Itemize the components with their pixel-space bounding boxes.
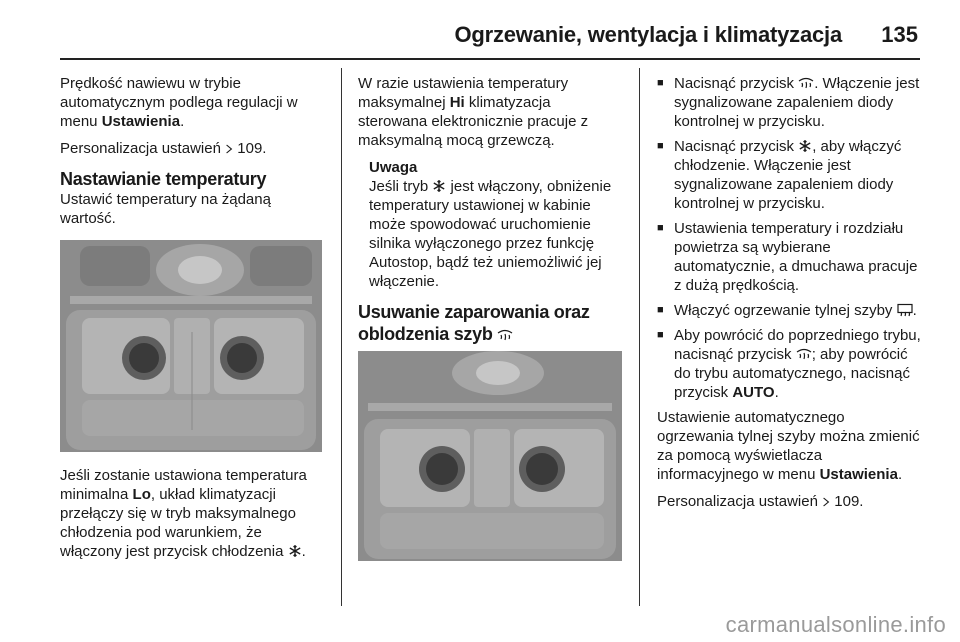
list-item: ■ Nacisnąć przycisk , aby włączyć chłodzenie. Włączenie jest sygnalizowane zapaleniem diody kontrolnej w przycisku. [657,138,902,212]
paragraph-min-temperature: Jeśli zostanie ustawiona temperatura minimalna Lo, układ klimatyzacji przełączy się w tryb maksymalnego chłodzenia pod warunkiem, że włączony jest przycisk chłodzenia . [60,467,307,560]
front-defrost-icon [796,347,812,361]
front-defrost-icon [798,76,814,90]
list-item: ■ Aby powrócić do poprzedniego trybu, nacisnąć przycisk ; aby powrócić do trybu automatycznego, nacisnąć przycisk AUTO. [657,327,921,401]
lo-label: Lo [132,486,151,503]
note-box [369,158,622,291]
note-text: Jeśli tryb jest włączony, obniżenie temperatury ustawionej w kabinie może spowodować uruchomienie silnika wyłączonego przez funkcję Autostop, bądź też uniemożliwić jej włączenie. [369,178,612,290]
list-item: ■ Ustawienia temperatury i rozdziału powietrza są wybierane automatycznie, a dmuchawa pracuje z dużą prędkością. [657,220,918,294]
page-reference-arrow-icon [822,496,830,508]
heading-set-temperature: Nastawianie temperatury [60,169,267,189]
climate-panel-illustration-2 [358,351,622,561]
column-3 [657,74,925,519]
paragraph-rear-window-setting: Ustawienie automatycznego ogrzewania tylnej szyby można zmienić za pomocą wyświetlacza informacyjnego w menu Ustawienia. [657,409,920,483]
defog-steps-list [657,74,925,402]
column-divider-2 [639,68,640,606]
list-item: ■ Włączyć ogrzewanie tylnej szyby . [657,302,917,319]
paragraph-personalization-ref: Personalizacja ustawień 109. [657,493,864,510]
column-1 [60,74,326,569]
column-2 [358,74,622,575]
menu-ustawienia: Ustawienia [819,466,898,483]
menu-ustawienia: Ustawienia [101,113,181,130]
auto-label: AUTO [732,384,775,401]
front-defrost-icon [497,328,513,342]
snowflake-icon [288,544,302,558]
paragraph-fan-speed: Prędkość nawiewu w trybie automatycznym podlega regulacji w menu Ustawienia. [60,75,298,130]
heading-defog: Usuwanie zaparowania oraz oblodzenia szyb [358,302,590,344]
watermark: carmanualsonline.info [725,612,946,637]
paragraph-max-temperature: W razie ustawienia temperatury maksymalnej Hi klimatyzacja sterowana elektronicznie pracuje z maksymalną mocą grzewczą. [358,75,589,149]
snowflake-icon [432,179,446,193]
rear-defrost-icon [897,303,913,317]
paragraph-set-temperature: Ustawić temperatury na żądaną wartość. [60,191,271,227]
snowflake-icon [798,139,812,153]
column-divider-1 [341,68,342,606]
list-item: ■ Nacisnąć przycisk . Włączenie jest sygnalizowane zapaleniem diody kontrolnej w przycisku. [657,75,920,130]
page-number: 135 [881,22,918,47]
page-link-109[interactable]: 109. [834,493,864,510]
climate-panel-illustration-1 [60,240,322,452]
page-header [60,18,920,60]
hi-label: Hi [449,94,465,111]
note-title: Uwaga [369,159,418,176]
page-link-109[interactable]: 109. [237,140,267,157]
paragraph-personalization-ref: Personalizacja ustawień 109. [60,140,267,157]
page-reference-arrow-icon [225,143,233,155]
page-title: Ogrzewanie, wentylacja i klimatyzacja [454,22,842,47]
